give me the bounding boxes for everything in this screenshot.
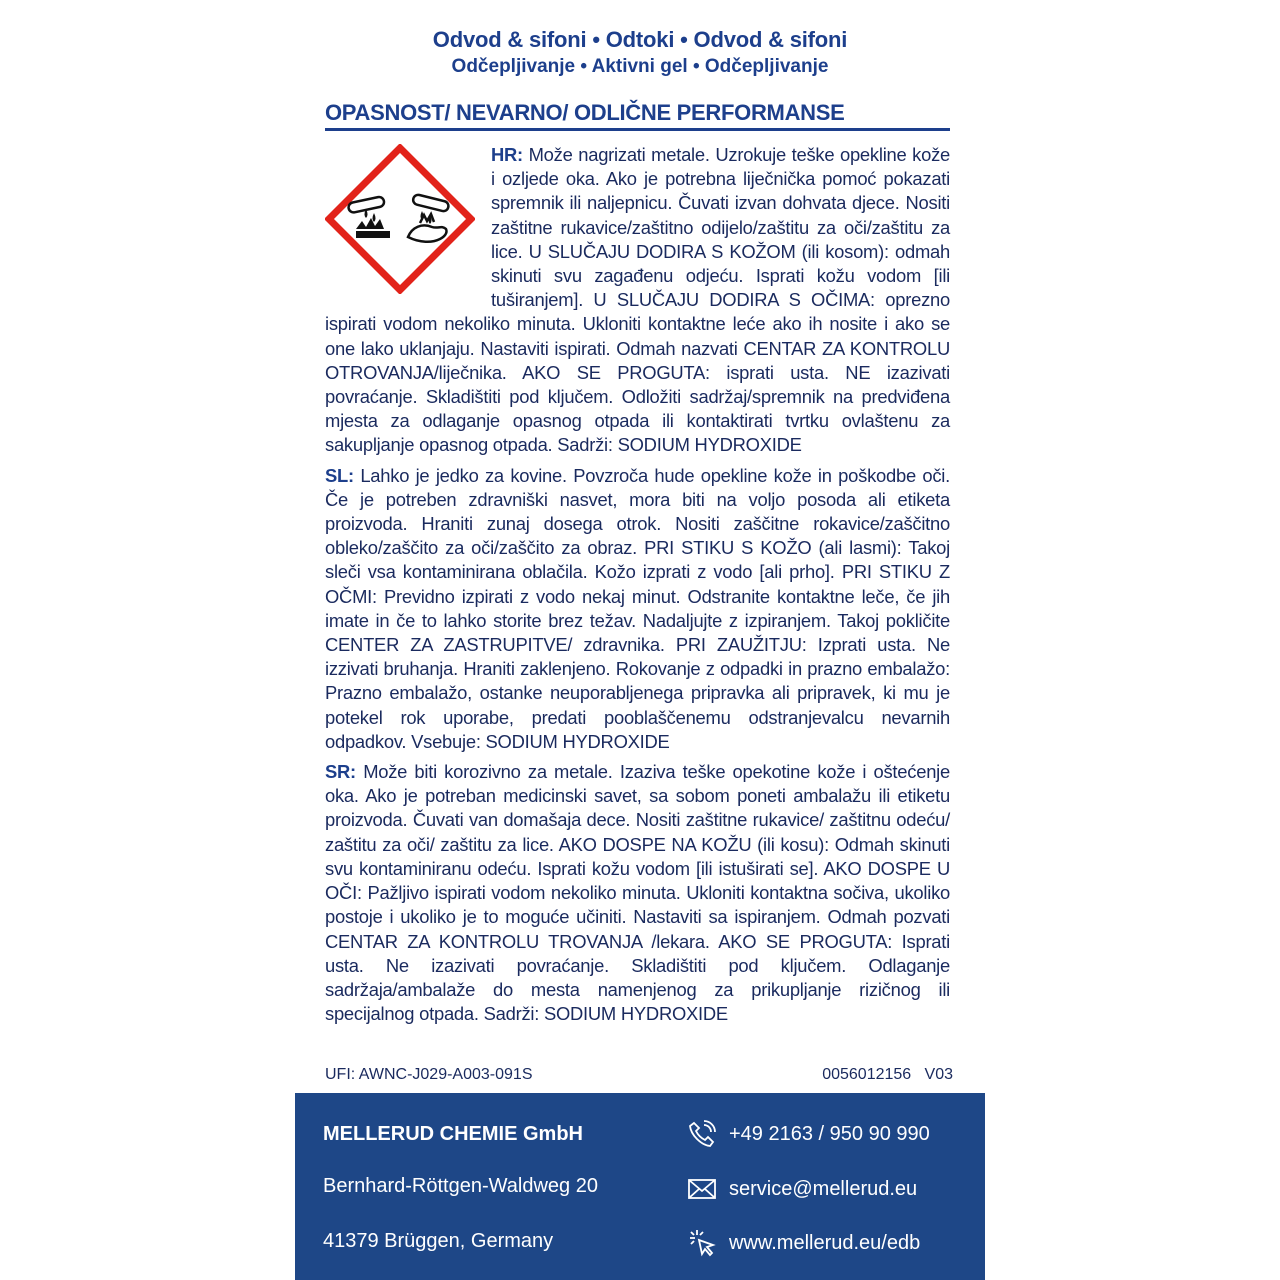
website-url: www.mellerud.eu/edb <box>729 1231 921 1254</box>
lang-code-hr: HR: <box>491 144 523 165</box>
safety-text <box>325 143 950 1032</box>
company-street: Bernhard-Röttgen-Waldweg 20 <box>323 1175 598 1197</box>
section-text-sr: Može biti korozivno za metale. Izaziva teške opekotine kože i oštećenje oka. Ako je potreban medicinski savet, sa sobom poneti ambalažu ili etiketu proizvoda. Čuvati van domašaja dece. Nositi zaštitne rukavice/ zaštitnu odeću/ zaštitu za oči/ zaštitu za lice. AKO DOSPE NA KOŽU (ili kosu): Odmah skinuti svu kontaminiranu odeću. Isprati kožu vodom [ili istuširati se]. AKO DOSPE U OČI: Pažljivo ispirati vodom nekoliko minuta. Ukloniti kontaktna sočiva, ukoliko postoje i ukoliko je to moguće učiniti. Nastaviti sa ispiranjem. Odmah pozvati CENTAR ZA KONTROLU TROVANJA /lekara. AKO SE PROGUTA: Isprati usta. Ne izazivati povraćanje. Skladištiti pod ključem. Odlaganje sadržaja/ambalaže do mesta namenjenog za prikupljanje rizičnog ili specijalnog otpada. Sadrži: SODIUM HYDROXIDE <box>325 761 950 1025</box>
header-line-1: Odvod & sifoni • Odtoki • Odvod & sifoni <box>432 27 848 52</box>
product-codes <box>325 1066 953 1088</box>
email-contact[interactable] <box>687 1174 917 1204</box>
lang-code-sr: SR: <box>325 761 356 783</box>
phone-contact[interactable] <box>687 1119 930 1149</box>
phone-icon <box>687 1119 717 1149</box>
section-text-hr: Može nagrizati metale. Uzrokuje teške opekline kože i ozljede oka. Ako je potrebna liječnička pomoć pokazati spremnik ili naljepnicu. Čuvati izvan dohvata djece. Nositi zaštitne rukavice/zaštitno odijelo/zaštitu za oči/zaštitu za lice. U SLUČAJU DODIRA S KOŽOM (ili kosom): odmah skinuti svu zagađenu odjeću. Isprati kožu vodom [ili tuširanjem]. U SLUČAJU DODIRA S OČIMA: oprezno ispirati vodom nekoliko minuta. Ukloniti kontaktne leće ako ih nosite i ako se one lako uklanjaju. Nastaviti ispirati. Odmah nazvati CENTAR ZA KONTROLU OTROVANJA/liječnika. AKO SE PROGUTA: isprati usta. NE izazivati povraćanje. Skladištiti pod ključem. Odložiti sadržaj/spremnik na predviđena mjesta za odlaganje opasnog otpada ili kontaktirati tvrtku ovlaštenu za sakupljanje opasnog otpada. Sadrži: SODIUM HYDROXIDE <box>325 144 950 456</box>
company-city: 41379 Brüggen, Germany <box>323 1230 554 1252</box>
company-footer <box>295 1093 985 1280</box>
lang-code-sl: SL: <box>325 464 354 486</box>
web-contact[interactable] <box>687 1228 920 1258</box>
section-text-sl: Lahko je jedko za kovine. Povzroča hude opekline kože in poškodbe oči. Če je potreben zdravniški nasvet, mora biti na voljo posoda ali etiketa proizvoda. Hraniti zunaj dosega otrok. Nositi zaščitne rokavice/zaščitno obleko/zaščito za oči/zaščito za obraz. PRI STIKU S KOŽO (ali lasmi): Takoj sleči vsa kontaminirana oblačila. Kožo izprati z vodo [ali prho]. PRI STIKU Z OČMI: Previdno izpirati z vodo nekaj minut. Odstranite kontaktne leče, če jih imate in če to lahko storite brez težav. Nadaljujte z izpiranjem. Takoj pokličite CENTER ZA ZASTRUPITVE/ zdravnika. PRI ZAUŽITJU: Izprati usta. Ne izzivati bruhanja. Hraniti zaklenjeno. Rokovanje z odpadki in prazno embalažo: Prazno embalažo, ostanke neuporabljenega pripravka ali pripravek, ki mu je potekel rok uporabe, predati pooblaščenemu odstranjevalcu nevarnih odpadkov. Vsebuje: SODIUM HYDROXIDE <box>325 464 950 752</box>
hazard-title: OPASNOST/ NEVARNO/ ODLIČNE PERFORMANSE <box>325 100 950 131</box>
envelope-icon <box>687 1174 717 1204</box>
section-sr <box>325 760 950 1026</box>
reference-code: 0056012156 V03 <box>822 1066 953 1083</box>
cursor-click-icon <box>687 1228 717 1258</box>
header-line-2: Odčepljivanje • Aktivni gel • Odčepljivanje <box>451 56 829 77</box>
email-address: service@mellerud.eu <box>729 1177 918 1200</box>
section-sl <box>325 464 950 754</box>
company-name: MELLERUD CHEMIE GmbH <box>323 1123 583 1145</box>
phone-number: +49 2163 / 950 90 990 <box>729 1122 930 1145</box>
product-label <box>295 0 985 1280</box>
ufi-code: UFI: AWNC-J029-A003-091S <box>325 1066 533 1083</box>
